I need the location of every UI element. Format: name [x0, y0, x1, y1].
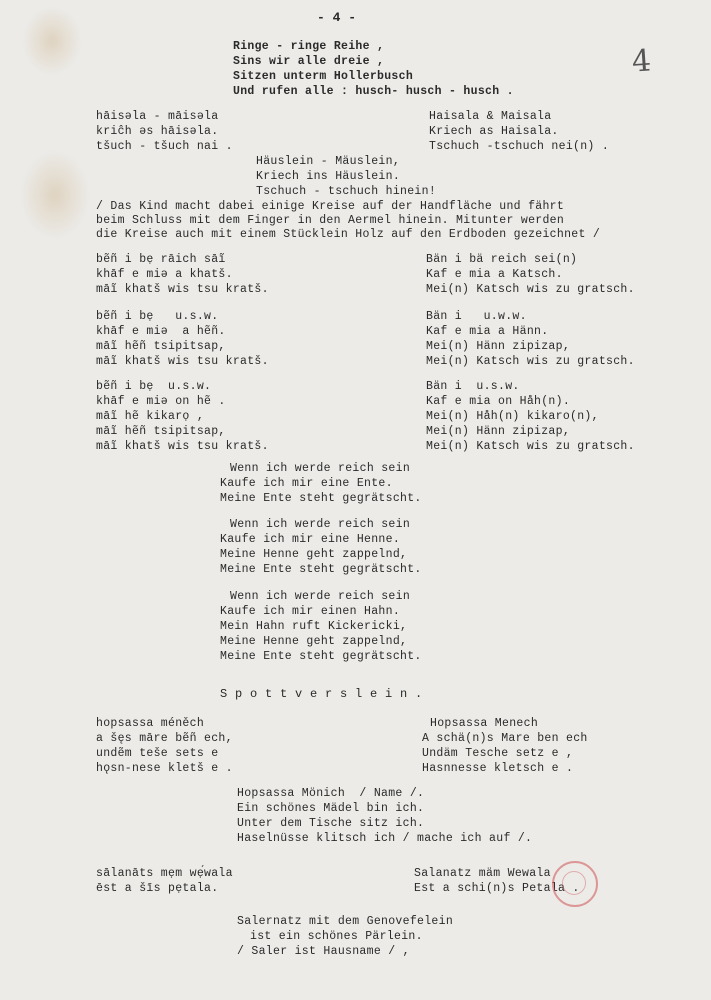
translation-line: Unter dem Tische sitz ich. — [237, 817, 425, 830]
note-line: beim Schluss mit dem Finger in den Aermel hinein. Mitunter werden — [96, 214, 565, 227]
translation-line: Hopsassa Mönich / Name /. — [237, 787, 425, 800]
phonetic-line: khāf e miə a hẽñ. — [96, 325, 226, 338]
verse1-line: Sitzen unterm Hollerbusch — [233, 70, 414, 83]
note-line: die Kreise auch mit einem Stücklein Holz auf den Erdboden gezeichnet / — [96, 228, 601, 241]
archive-stamp — [552, 861, 598, 907]
translation-line: Wenn ich werde reich sein — [230, 590, 411, 603]
translation-line: Häuslein - Mäuslein, — [256, 155, 401, 168]
translation-line: Kaufe ich mir einen Hahn. — [220, 605, 401, 618]
standard-line: A schä(n)s Mare ben ech — [422, 732, 588, 745]
translation-line: Kaufe ich mir eine Henne. — [220, 533, 401, 546]
standard-line: Mei(n) Katsch wis zu gratsch. — [426, 440, 635, 453]
translation-line: ist ein schönes Pärlein. — [250, 930, 423, 943]
phonetic-line: māĩ hẽñ tsipitsap, — [96, 340, 226, 353]
phonetic-line: undẽm teše sets e — [96, 747, 219, 760]
section-heading: S p o t t v e r s l e i n . — [220, 687, 423, 701]
translation-line: Mein Hahn ruft Kickericki, — [220, 620, 408, 633]
translation-line: Meine Ente steht gegrätscht. — [220, 563, 422, 576]
standard-line: Haisala & Maisala — [429, 110, 552, 123]
standard-line: Mei(n) Hänn zipizap, — [426, 340, 571, 353]
phonetic-line: māĩ hẽ kikarọ , — [96, 410, 205, 423]
translation-line: / Saler ist Hausname / , — [237, 945, 410, 958]
phonetic-line: sālanāts mẹm wẹ́wala — [96, 867, 233, 880]
standard-line: Salanatz mäm Wewala — [414, 867, 551, 880]
phonetic-line: tšuch - tšuch nai . — [96, 140, 233, 153]
standard-line: Mei(n) Håh(n) kikaro(n), — [426, 410, 599, 423]
verse1-line: Ringe - ringe Reihe , — [233, 40, 385, 53]
standard-line: Mei(n) Hänn zipizap, — [426, 425, 571, 438]
standard-line: Mei(n) Katsch wis zu gratsch. — [426, 355, 635, 368]
phonetic-line: bẽñ i bẹ u.s.w. — [96, 310, 219, 323]
standard-line: Kaf e mia a Katsch. — [426, 268, 563, 281]
stain-left — [20, 150, 90, 240]
translation-line: Wenn ich werde reich sein — [230, 518, 411, 531]
translation-line: Tschuch - tschuch hinein! — [256, 185, 437, 198]
translation-line: Ein schönes Mädel bin ich. — [237, 802, 425, 815]
phonetic-line: māĩ khatš wis tsu kratš. — [96, 355, 269, 368]
stain-top-left — [22, 6, 82, 76]
translation-line: Wenn ich werde reich sein — [230, 462, 411, 475]
phonetic-line: a šęs māre bẽñ ech, — [96, 732, 233, 745]
standard-line: Bän i u.w.w. — [426, 310, 527, 323]
phonetic-line: bẽñ i bẹ u.s.w. — [96, 380, 212, 393]
translation-line: Salernatz mit dem Genovefelein — [237, 915, 454, 928]
phonetic-line: khāf e miə on hẽ . — [96, 395, 226, 408]
standard-line: Hopsassa Menech — [430, 717, 539, 730]
translation-line: Kaufe ich mir eine Ente. — [220, 477, 393, 490]
translation-line: Kriech ins Häuslein. — [256, 170, 401, 183]
translation-line: Haselnüsse klitsch ich / mache ich auf /. — [237, 832, 533, 845]
standard-line: Kaf e mia on Håh(n). — [426, 395, 571, 408]
phonetic-line: bẽñ i bẹ rāich sāĩ — [96, 253, 226, 266]
phonetic-line: māĩ hẽñ tsipitsap, — [96, 425, 226, 438]
standard-line: Bän i u.s.w. — [426, 380, 520, 393]
phonetic-line: ēst a šīs pẹtala. — [96, 882, 219, 895]
handwritten-page-number: 4 — [630, 43, 653, 80]
phonetic-line: māĩ khatš wis tsu kratš. — [96, 283, 269, 296]
phonetic-line: hǫsn-nese kletš e . — [96, 762, 233, 775]
translation-line: Meine Ente steht gegrätscht. — [220, 650, 422, 663]
phonetic-line: khāf e miə a khatš. — [96, 268, 233, 281]
verse1-line: Sins wir alle dreie , — [233, 55, 385, 68]
standard-line: Kaf e mia a Hänn. — [426, 325, 549, 338]
standard-line: Mei(n) Katsch wis zu gratsch. — [426, 283, 635, 296]
phonetic-line: hopsassa méněch — [96, 717, 205, 730]
standard-line: Tschuch -tschuch nei(n) . — [429, 140, 610, 153]
standard-line: Est a schi(n)s Petala . — [414, 882, 580, 895]
translation-line: Meine Henne geht zappelnd, — [220, 548, 408, 561]
standard-line: Hasnnesse kletsch e . — [422, 762, 574, 775]
phonetic-line: kriĉh əs hāisəla. — [96, 125, 219, 138]
note-line: / Das Kind macht dabei einige Kreise auf der Handfläche und fährt — [96, 200, 565, 213]
standard-line: Undäm Tesche setz e , — [422, 747, 574, 760]
standard-line: Bän i bä reich sei(n) — [426, 253, 578, 266]
page-number: - 4 - — [317, 10, 357, 25]
phonetic-line: māĩ khatš wis tsu kratš. — [96, 440, 269, 453]
translation-line: Meine Henne geht zappelnd, — [220, 635, 408, 648]
phonetic-line: hāisəla - māisəla — [96, 110, 219, 123]
translation-line: Meine Ente steht gegrätscht. — [220, 492, 422, 505]
verse1-line: Und rufen alle : husch- husch - husch . — [233, 85, 514, 98]
standard-line: Kriech as Haisala. — [429, 125, 559, 138]
